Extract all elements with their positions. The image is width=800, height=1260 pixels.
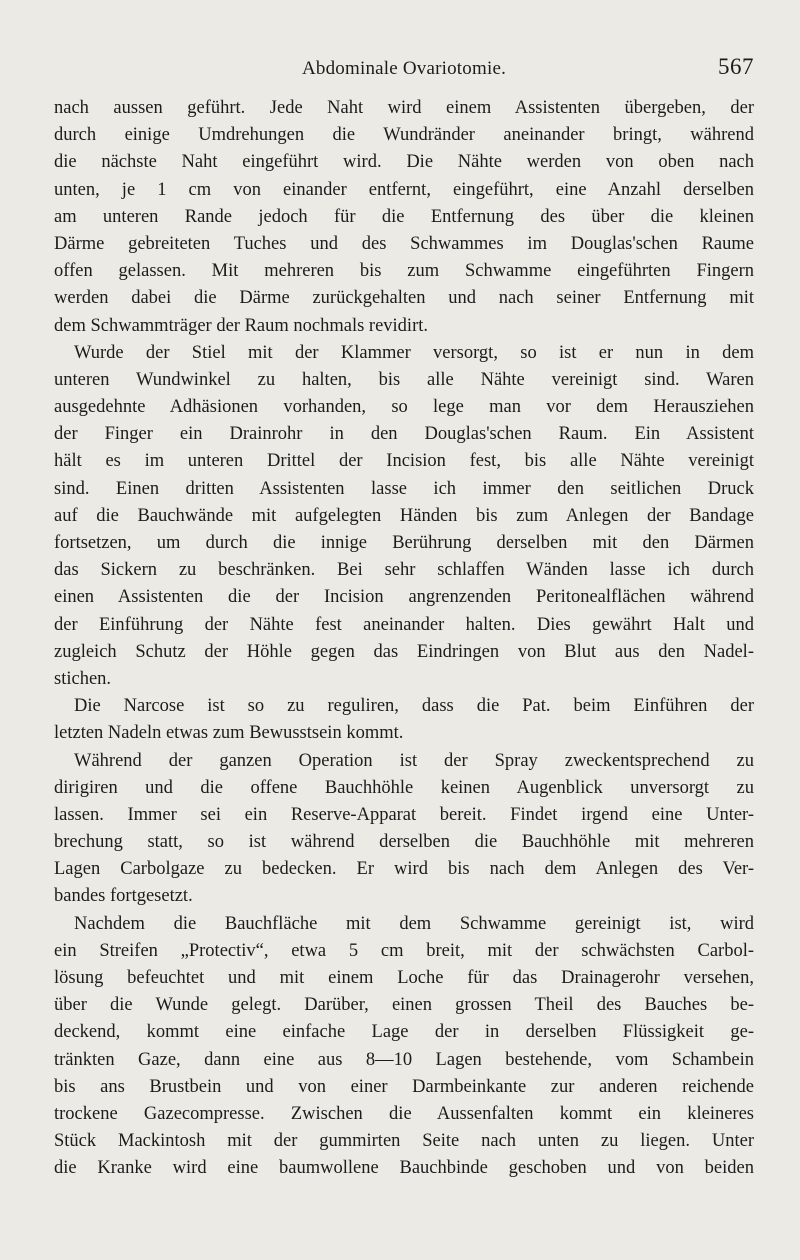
text-line: Die Narcose ist so zu reguliren, dass die Pat. beim Einführen der — [74, 696, 754, 717]
text-line: sind. Einen dritten Assistenten lasse ich immer den seitlichen Druck — [54, 478, 754, 499]
text-line: werden dabei die Därme zurückgehalten und nach seiner Entfernung mit — [54, 288, 754, 309]
text-line: unteren Wundwinkel zu halten, bis alle Nähte vereinigt sind. Waren — [54, 369, 754, 390]
text-line: Därme gebreiteten Tuches und des Schwammes im Douglas'schen Raume — [54, 233, 754, 254]
paragraph — [54, 911, 754, 1183]
page-header — [54, 52, 754, 82]
text-line: zugleich Schutz der Höhle gegen das Eindringen von Blut aus den Nadel- — [54, 641, 754, 662]
text-line: lösung befeuchtet und mit einem Loche für das Drainagerohr versehen, — [54, 968, 754, 988]
text-line: Lagen Carbolgaze zu bedecken. Er wird bis nach dem Anlegen des Ver- — [54, 859, 754, 880]
text-line: ein Streifen „Protectiv“, etwa 5 cm breit, mit der schwächsten Carbol- — [54, 940, 754, 961]
text-line: dem Schwammträger der Raum nochmals revidirt. — [54, 315, 429, 336]
text-line: hält es im unteren Drittel der Incision fest, bis alle Nähte vereinigt — [54, 451, 754, 472]
page-number: 567 — [718, 54, 754, 79]
paragraph — [54, 95, 754, 340]
text-line: Stück Mackintosh mit der gummirten Seite nach unten zu liegen. Unter — [54, 1131, 754, 1152]
text-line: der Finger ein Drainrohr in den Douglas'schen Raum. Ein Assistent — [54, 424, 754, 445]
text-line: auf die Bauchwände mit aufgelegten Händen bis zum Anlegen der Bandage — [54, 505, 754, 526]
text-line: trockene Gazecompresse. Zwischen die Aussenfalten kommt ein kleineres — [54, 1103, 754, 1124]
text-line: bandes fortgesetzt. — [54, 886, 193, 907]
text-line: dirigiren und die offene Bauchhöhle keinen Augenblick unversorgt zu — [54, 777, 754, 798]
text-line: Während der ganzen Operation ist der Spray zweckentsprechend zu — [74, 750, 754, 771]
text-line: deckend, kommt eine einfache Lage der in derselben Flüssigkeit ge- — [54, 1022, 754, 1043]
text-line: fortsetzen, um durch die innige Berührung derselben mit den Därmen — [54, 533, 754, 553]
text-line: ausgedehnte Adhäsionen vorhanden, so lege man vor dem Herausziehen — [54, 397, 754, 418]
text-line: offen gelassen. Mit mehreren bis zum Schwamme eingeführten Fingern — [54, 261, 754, 282]
body-text — [54, 95, 754, 1183]
text-line: stichen. — [54, 668, 112, 689]
text-line: bis ans Brustbein und von einer Darmbeinkante zur anderen reichende — [54, 1076, 754, 1097]
text-line: der Einführung der Nähte fest aneinander halten. Dies gewährt Halt und — [54, 614, 754, 635]
text-line: die Kranke wird eine baumwollene Bauchbinde geschoben und von beiden — [54, 1158, 754, 1179]
paragraph — [54, 340, 754, 693]
text-line: durch einige Umdrehungen die Wundränder aneinander bringt, während — [54, 125, 754, 146]
text-line: Wurde der Stiel mit der Klammer versorgt, so ist er nun in dem — [74, 342, 754, 363]
paragraph — [54, 748, 754, 911]
text-line: die nächste Naht eingeführt wird. Die Nähte werden von oben nach — [54, 152, 754, 173]
text-line: tränkten Gaze, dann eine aus 8—10 Lagen bestehende, vom Schambein — [54, 1049, 754, 1070]
text-line: letzten Nadeln etwas zum Bewusstsein kommt. — [54, 723, 404, 744]
running-head: Abdominale Ovariotomie. — [301, 58, 507, 79]
text-line: nach aussen geführt. Jede Naht wird einem Assistenten übergeben, der — [54, 98, 754, 118]
text-line: lassen. Immer sei ein Reserve-Apparat bereit. Findet irgend eine Unter- — [54, 804, 754, 825]
text-line: Nachdem die Bauchfläche mit dem Schwamme gereinigt ist, wird — [74, 913, 754, 934]
text-line: über die Wunde gelegt. Darüber, einen grossen Theil des Bauches be- — [54, 995, 754, 1016]
text-line: am unteren Rande jedoch für die Entfernung des über die kleinen — [54, 206, 754, 227]
text-line: unten, je 1 cm von einander entfernt, eingeführt, eine Anzahl derselben — [54, 179, 754, 200]
paragraph — [54, 693, 754, 747]
text-line: brechung statt, so ist während derselben die Bauchhöhle mit mehreren — [54, 832, 754, 853]
text-line: einen Assistenten die der Incision angrenzenden Peritonealflächen während — [54, 587, 754, 608]
text-line: das Sickern zu beschränken. Bei sehr schlaffen Wänden lasse ich durch — [54, 560, 754, 581]
